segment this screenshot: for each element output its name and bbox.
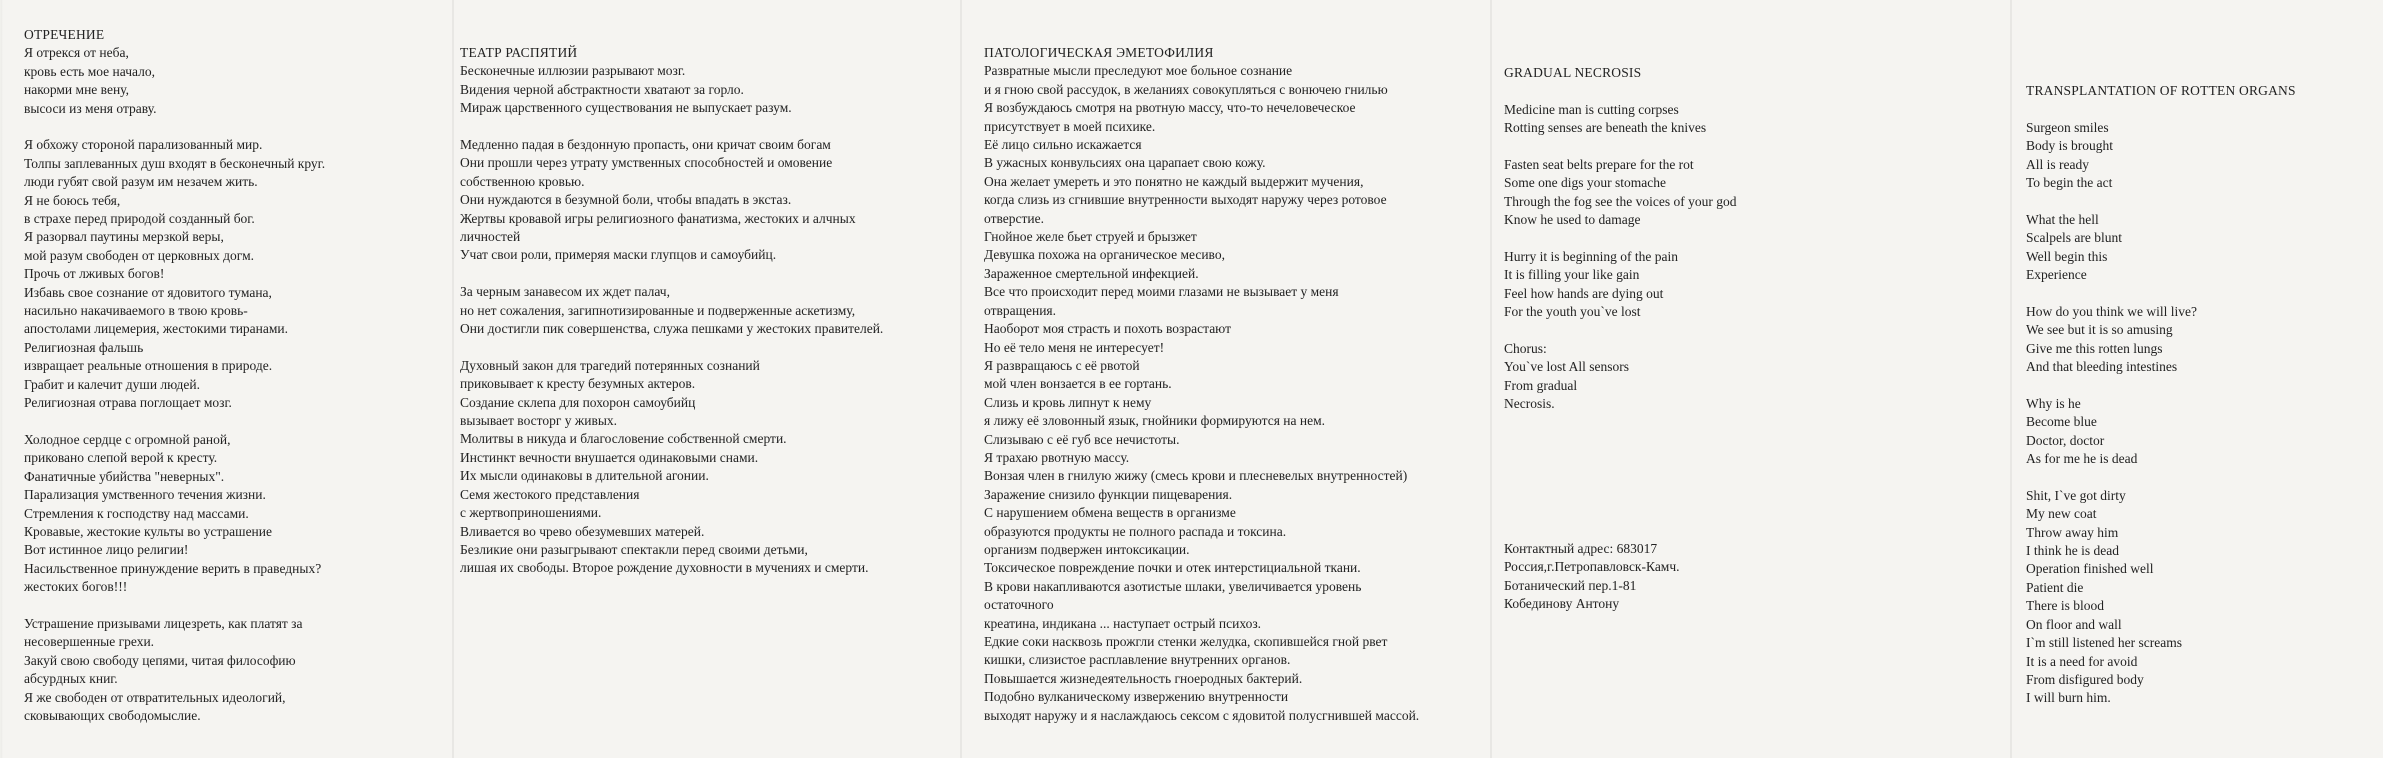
lyric-line: накорми мне вену, [24, 82, 129, 98]
stanza-break [1504, 322, 1736, 340]
lyric-line: Религиозная фальшь [24, 339, 144, 355]
stanza-break [1504, 138, 1736, 156]
lyric-line: Why is he [2026, 395, 2081, 411]
lyric-line: Учат свои роли, примеряя маски глупцов и самоубийц. [460, 247, 777, 263]
lyric-line: кровь есть мое начало, [24, 63, 155, 79]
lyric-line: выходят наружу и я наслаждаюсь сексом с ядовитой полусгнившей массой. [984, 707, 1420, 723]
lyric-line: Грабит и калечит души людей. [24, 376, 201, 392]
lyric-line: Я отрекся от неба, [24, 45, 129, 61]
lyric-line: образуются продукты не полного распада и токсина. [984, 523, 1287, 539]
lyric-line: From disfigured body [2026, 671, 2144, 687]
lyric-line: когда слизь из сгнившие внутренности выходят наружу через ротовое [984, 192, 1387, 208]
lyric-line: мой член вонзается в ее гортань. [984, 376, 1172, 392]
lyric-line: Я разорвал паутины мерзкой веры, [24, 229, 224, 245]
paper-fold [452, 0, 454, 758]
lyric-line: As for me he is dead [2026, 451, 2138, 467]
lyric-line: Through the fog see the voices of your god [1504, 193, 1737, 209]
lyric-line: Прочь от лживых богов! [24, 266, 165, 282]
lyric-line: Стремления к господству над массами. [24, 505, 249, 521]
song-title: TRANSPLANTATION OF ROTTEN ORGANS [2026, 83, 2296, 98]
lyric-line: Я развращаюсь с её рвотой [984, 357, 1140, 373]
contact-address [1504, 540, 1680, 614]
lyric-line: Подобно вулканическому извержению внутренности [984, 689, 1289, 705]
lyric-line: Fasten seat belts prepare for the rot [1504, 157, 1694, 172]
stanza-break [2026, 284, 2296, 302]
lyric-line: Shit, I`ve got dirty [2026, 487, 2126, 503]
lyric-line: Слизываю с её губ все нечистоты. [984, 431, 1180, 447]
lyric-line: извращает реальные отношения в природе. [24, 358, 273, 374]
lyric-line: Feel how hands are dying out [1504, 285, 1664, 301]
lyric-line: And that bleeding intestines [2026, 359, 2178, 375]
lyric-line: личностей [460, 229, 521, 245]
lyric-line: Развратные мысли преследуют мое больное сознание [984, 63, 1293, 79]
lyric-line: Инстинкт вечности внушается одинаковыми снами. [460, 449, 759, 465]
song-title: ОТРЕЧЕНИЕ [24, 27, 105, 42]
lyric-line: Токсическое повреждение почки и отек интерстициальной ткани. [984, 560, 1361, 576]
lyric-line: приковывает к кресту безумных актеров. [460, 376, 696, 392]
lyric-line: What the hell [2026, 211, 2099, 227]
lyric-line: Создание склепа для похорон самоубийц [460, 394, 696, 410]
lyric-line: Холодное сердце с огромной раной, [24, 431, 231, 447]
lyric-line: жестоких богов!!! [24, 579, 128, 595]
lyrics-column [460, 44, 883, 578]
lyric-line: On floor and wall [2026, 616, 2122, 632]
lyric-line: В крови накапливаются азотистые шлаки, увеличивается уровень [984, 578, 1362, 594]
lyric-line: I think he is dead [2026, 543, 2119, 559]
lyric-line: It is filling your like gain [1504, 267, 1640, 283]
address-line: Ботанический пер.1-81 [1504, 577, 1637, 593]
lyric-line: Rotting senses are beneath the knives [1504, 120, 1707, 136]
stanza-break [2026, 468, 2296, 486]
lyric-line: Но её тело меня не интересует! [984, 339, 1165, 355]
lyric-line: Throw away him [2026, 524, 2119, 540]
lyric-line: Они нуждаются в безумной боли, чтобы впадать в экстаз. [460, 192, 792, 208]
lyrics-column [24, 26, 325, 725]
lyric-line: I will burn him. [2026, 690, 2111, 706]
lyric-line: вызывает восторг у живых. [460, 413, 618, 429]
lyric-line: С нарушением обмена веществ в организме [984, 505, 1236, 521]
song-title: ТЕАТР РАСПЯТИЙ [460, 45, 578, 60]
lyric-line: I`m still listened her screams [2026, 635, 2182, 651]
lyric-line: Я не боюсь тебя, [24, 192, 121, 208]
lyric-line: Doctor, doctor [2026, 432, 2105, 448]
lyric-line: Hurry it is beginning of the pain [1504, 249, 1678, 265]
lyric-line: с жертвоприношениями. [460, 505, 602, 521]
stanza-break [1504, 230, 1736, 248]
address-line: Контактный адрес: 683017 [1504, 541, 1658, 556]
lyric-line: Мираж царственного существования не выпускает разум. [460, 100, 792, 116]
lyric-line: How do you think we will live? [2026, 303, 2197, 319]
lyric-line: В ужасных конвульсиях она царапает свою кожу. [984, 155, 1266, 171]
lyric-line: Бесконечные иллюзии разрывают мозг. [460, 63, 686, 79]
lyric-line: абсурдных книг. [24, 671, 118, 687]
lyric-line: Я трахаю рвотную массу. [984, 449, 1130, 465]
lyric-line: Я же свободен от отвратительных идеологий, [24, 689, 286, 705]
address-line: Россия,г.Петропавловск-Камч. [1504, 559, 1680, 575]
lyric-line: высоси из меня отраву. [24, 100, 157, 116]
lyric-line: Заражение снизило функции пищеварения. [984, 486, 1233, 502]
lyric-line: креатина, индикана ... наступает острый психоз. [984, 615, 1262, 631]
lyric-line: Семя жестокого представления [460, 486, 640, 502]
lyric-line: апостолами лицемерия, жестокими тиранами. [24, 321, 289, 337]
lyric-line: Body is brought [2026, 138, 2114, 154]
address-line: Кобединову Антону [1504, 596, 1620, 612]
lyric-line: несовершенные грехи. [24, 634, 155, 650]
lyric-line: Well begin this [2026, 248, 2108, 264]
lyric-line: я лижу её зловонный язык, гнойники формируются на нем. [984, 413, 1326, 429]
lyric-line: Все что происходит перед моими глазами не вызывает у меня [984, 284, 1339, 300]
lyric-line: Give me this rotten lungs [2026, 340, 2163, 356]
lyric-line: Зараженное смертельной инфекцией. [984, 265, 1199, 281]
lyric-line: Я обхожу стороной парализованный мир. [24, 137, 263, 153]
lyric-line: лишая их свободы. Второе рождение духовности в мучениях и смерти. [460, 560, 869, 576]
lyric-line: Устрашение призывами лицезреть, как платят за [24, 615, 303, 631]
lyric-line: Вот истинное лицо религии! [24, 542, 189, 558]
stanza-break [24, 597, 325, 615]
lyric-line: Их мысли одинаковы в длительной агонии. [460, 468, 709, 484]
lyric-line: For the youth you`ve lost [1504, 304, 1641, 320]
lyric-line: Девушка похожа на органическое месиво, [984, 247, 1225, 263]
lyrics-column [2026, 82, 2296, 708]
stanza-break [2026, 100, 2296, 118]
lyric-line: Experience [2026, 267, 2087, 283]
lyric-line: Они достигли пик совершенства, служа пешками у жестоких правителей. [460, 321, 884, 337]
lyric-line: Медленно падая в бездонную пропасть, они кричат своим богам [460, 137, 831, 153]
lyric-line: Парализация умственного течения жизни. [24, 487, 266, 503]
lyric-line: Молитвы в никуда и благословение собственной смерти. [460, 431, 787, 447]
lyric-line: Some one digs your stomache [1504, 175, 1666, 191]
lyric-line: Chorus: [1504, 341, 1547, 357]
lyric-line: организм подвержен интоксикации. [984, 541, 1190, 557]
lyric-line: Кровавые, жестокие культы во устрашение [24, 523, 273, 539]
lyric-line: Она желает умереть и это понятно не каждый выдержит мучения, [984, 173, 1364, 189]
lyric-line: Surgeon smiles [2026, 119, 2109, 135]
lyric-line: All is ready [2026, 156, 2089, 172]
lyric-line: За черным занавесом их ждет палач, [460, 284, 670, 300]
stanza-break [460, 338, 883, 356]
lyric-line: в страхе перед природой созданный бог. [24, 211, 255, 227]
lyric-line: Избавь свое сознание от ядовитого тумана, [24, 284, 272, 300]
paper-fold [960, 0, 962, 758]
lyric-line: From gradual [1504, 377, 1578, 393]
lyric-line: We see but it is so amusing [2026, 322, 2173, 338]
stanza-break [2026, 376, 2296, 394]
lyric-line: присутствует в моей психике. [984, 118, 1156, 134]
lyric-line: собственною кровью. [460, 173, 585, 189]
lyric-line: насильно накачиваемого в твою кровь- [24, 303, 248, 319]
lyric-line: кишки, слизистое расплавление внутренних органов. [984, 652, 1291, 668]
lyric-line: It is a need for avoid [2026, 653, 2138, 669]
lyric-line: Толпы заплеванных душ входят в бесконечный круг. [24, 155, 326, 171]
lyric-line: Medicine man is cutting corpses [1504, 101, 1679, 117]
lyric-line: Они прошли через утрату умственных способностей и омовение [460, 155, 833, 171]
lyric-line: Её лицо сильно искажается [984, 137, 1142, 153]
song-title: ПАТОЛОГИЧЕСКАЯ ЭМЕТОФИЛИЯ [984, 45, 1214, 60]
lyric-line: остаточного [984, 597, 1054, 613]
stanza-break [24, 118, 325, 136]
lyric-line: Patient die [2026, 579, 2084, 595]
lyric-line: Повышается жизнедеятельность гноеродных бактерий. [984, 670, 1303, 686]
lyric-line: Вливается во чрево обезумевших матерей. [460, 523, 705, 539]
stanza-break [24, 413, 325, 431]
lyric-line: Закуй свою свободу цепями, читая философию [24, 652, 296, 668]
lyric-line: Necrosis. [1504, 396, 1555, 412]
lyric-line: My new coat [2026, 506, 2097, 522]
stanza-break [1504, 82, 1736, 100]
lyric-line: Жертвы кровавой игры религиозного фанатизма, жестоких и алчных [460, 210, 856, 226]
lyric-line: Религиозная отрава поглощает мозг. [24, 395, 232, 411]
lyric-line: Слизь и кровь липнут к нему [984, 394, 1152, 410]
lyric-line: Become blue [2026, 414, 2097, 430]
lyric-line: Гнойное желе бьет струей и брызжет [984, 229, 1197, 245]
lyric-line: и я гною свой рассудок, в желаниях совокупляться с вонючею гнилью [984, 81, 1388, 97]
lyric-line: Видения черной абстрактности хватают за горло. [460, 81, 744, 97]
lyric-line: Know he used to damage [1504, 212, 1641, 228]
lyric-line: To begin the act [2026, 175, 2113, 191]
stanza-break [460, 265, 883, 283]
lyric-line: Безликие они разыгрывают спектакли перед своими детьми, [460, 541, 808, 557]
lyric-line: но нет сожаления, загипнотизированные и подверженные аскетизму, [460, 302, 856, 318]
lyric-line: You`ve lost All sensors [1504, 359, 1630, 375]
lyric-line: сковывающих свободомыслие. [24, 707, 201, 723]
lyric-line: There is blood [2026, 598, 2104, 614]
lyric-line: Вонзая член в гнилую жижу (смесь крови и плесневелых внутренностей) [984, 468, 1408, 484]
lyric-line: Scalpels are blunt [2026, 230, 2122, 246]
lyric-line: приковано слепой верой к кресту. [24, 450, 218, 466]
paper-fold [2010, 0, 2012, 758]
lyric-line: Наоборот моя страсть и похоть возрастают [984, 321, 1231, 337]
paper-fold [1490, 0, 1492, 758]
lyric-line: люди губят свой разум им незачем жить. [24, 174, 258, 190]
lyrics-column [1504, 64, 1736, 414]
lyrics-column [984, 44, 1419, 725]
lyric-line: Фанатичные убийства "неверных". [24, 468, 225, 484]
lyric-line: мой разум свободен от церковных догм. [24, 247, 255, 263]
lyric-line: Насильственное принуждение верить в праведных? [24, 560, 322, 576]
lyric-line: Operation finished well [2026, 561, 2154, 577]
lyric-line: отверстие. [984, 210, 1044, 226]
stanza-break [460, 118, 883, 136]
stanza-break [2026, 192, 2296, 210]
lyric-line: Я возбуждаюсь смотря на рвотную массу, что-то нечеловеческое [984, 100, 1356, 116]
lyric-line: Едкие соки насквозь прожгли стенки желудка, скопившейся гной рвет [984, 634, 1388, 649]
lyric-line: Духовный закон для трагедий потерянных сознаний [460, 357, 760, 373]
lyric-line: отвращения. [984, 302, 1057, 318]
song-title: GRADUAL NECROSIS [1504, 65, 1642, 80]
